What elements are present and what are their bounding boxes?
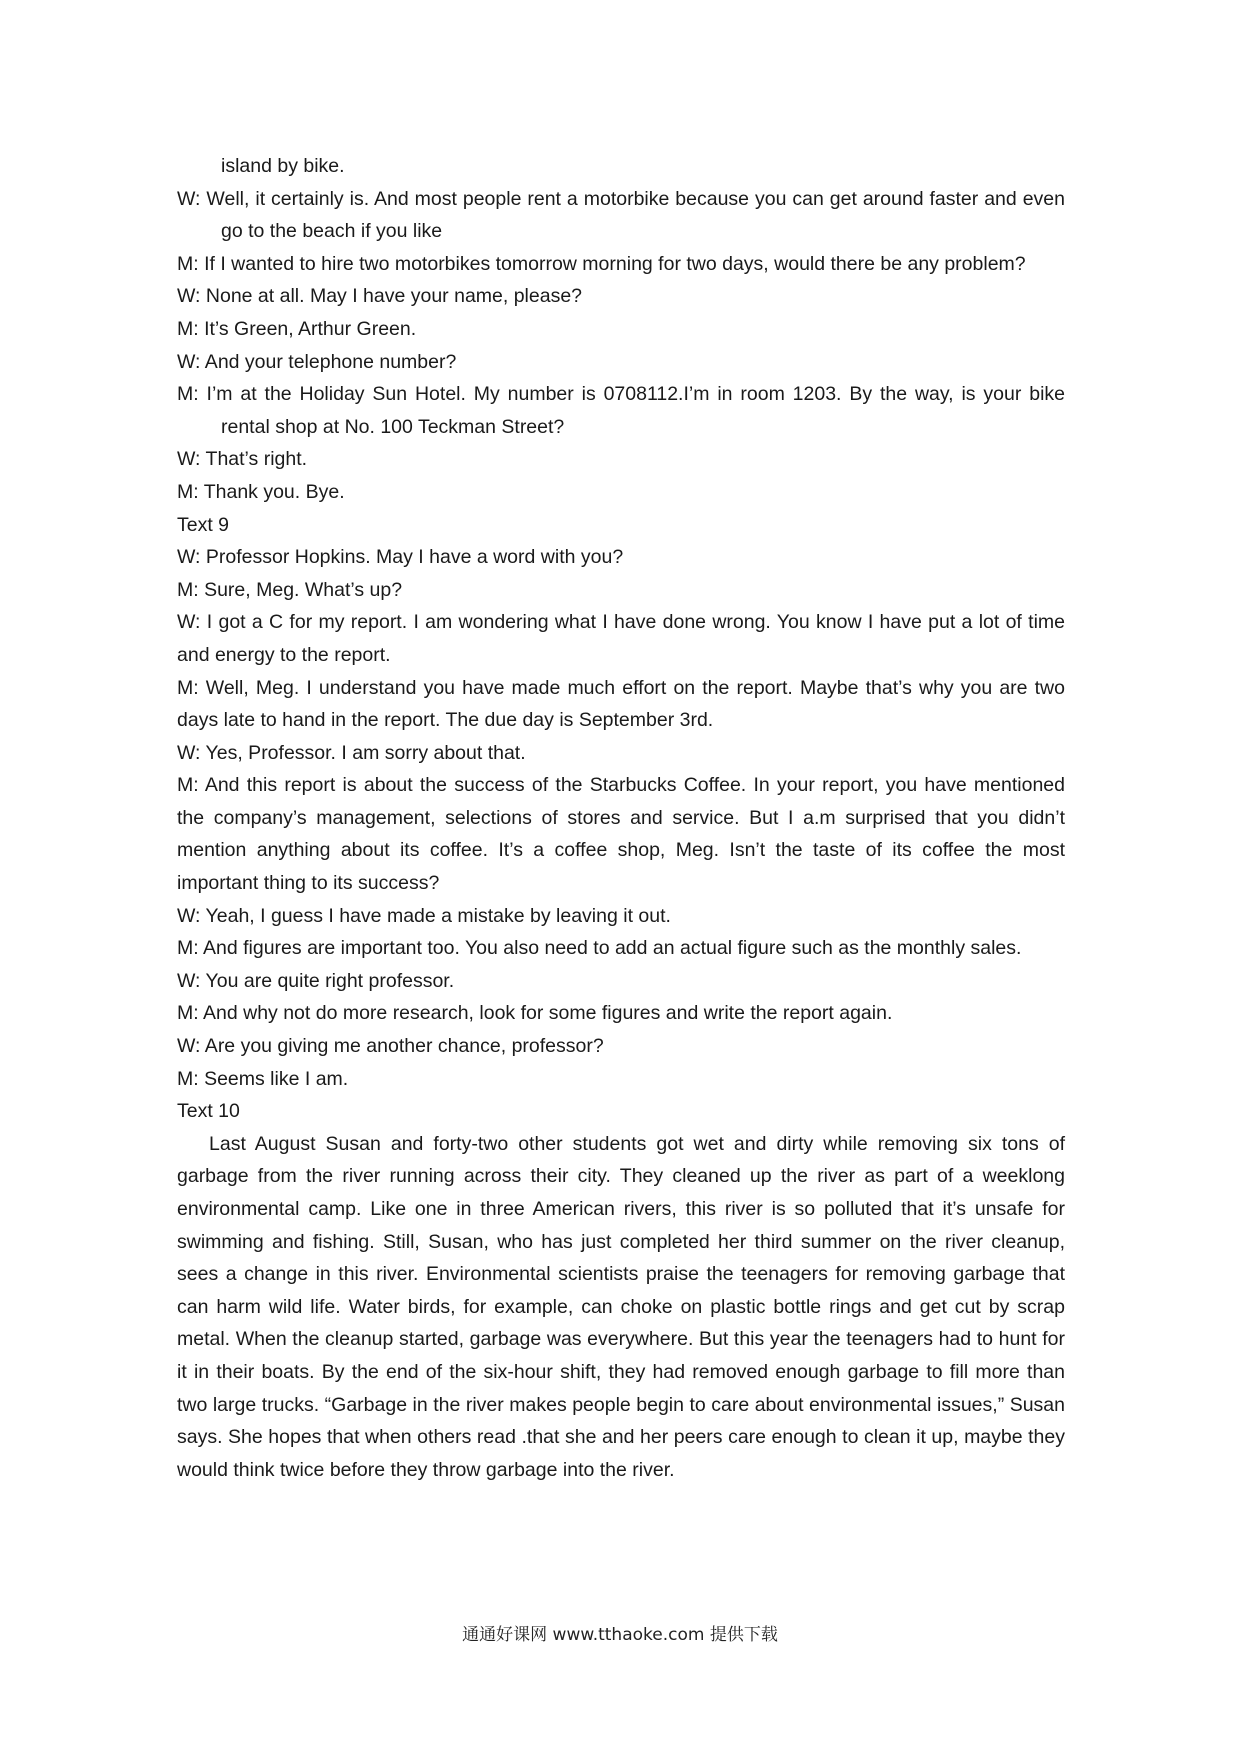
dialog-line: M: Sure, Meg. What’s up? (177, 578, 403, 601)
dialog-line: W: You are quite right professor. (177, 969, 455, 992)
dialog-line: W: That’s right. (177, 448, 308, 471)
section-heading-text9: Text 9 (177, 513, 230, 536)
document-body (177, 150, 1065, 1486)
dialog-line: M: Seems like I am. (177, 1067, 349, 1090)
dialog-line: M: And figures are important too. You also need to add an actual figure such as the monthly sales. (177, 937, 1022, 960)
dialog-line: M: Well, Meg. I understand you have made much effort on the report. Maybe that’s why you are two days late to hand in the report. The due day is September 3rd. (177, 676, 1065, 732)
dialog-line: W: And your telephone number? (177, 350, 457, 373)
dialog-line: W: None at all. May I have your name, please? (177, 285, 583, 308)
page-footer: 通通好课网 www.tthaoke.com 提供下载 (462, 1625, 778, 1645)
dialog-line: M: I’m at the Holiday Sun Hotel. My number is 0708112.I’m in room 1203. By the way, is your bike rental shop at No. 100 Teckman Street? (177, 383, 1065, 438)
dialog-line: M: It’s Green, Arthur Green. (177, 317, 417, 340)
dialog-line: M: If I wanted to hire two motorbikes tomorrow morning for two days, would there be any problem? (177, 252, 1026, 275)
fragment-line: island by bike. (221, 155, 345, 177)
text10-paragraph: Last August Susan and forty-two other students got wet and dirty while removing six tons of garbage from the river running across their city. They cleaned up the river as part of a weeklong environmental camp. Like one in three American rivers, this river is so polluted that it’s unsafe for swimming and fishing. Still, Susan, who has just completed her third summer on the river cleanup, sees a change in this river. Environmental scientists praise the teenagers for removing garbage that can harm wild life. Water birds, for example, can choke on plastic bottle rings and get cut by scrap metal. When the cleanup started, garbage was everywhere. But this year the teenagers had to hunt for it in their boats. By the end of the six-hour shift, they had removed enough garbage to fill more than two large trucks. “Garbage in the river makes people begin to care about environmental issues,” Susan says. She hopes that when others read .that she and her peers care enough to clean it up, maybe they would think twice before they throw garbage into the river. (177, 1132, 1065, 1481)
dialog-line: M: And this report is about the success of the Starbucks Coffee. In your report, you have mentioned the company’s management, selections of stores and service. But I a.m surprised that you didn’t mention anything about its coffee. It’s a coffee shop, Meg. Isn’t the taste of its coffee the most important thing to its success? (177, 774, 1065, 895)
dialog-line: W: Well, it certainly is. And most people rent a motorbike because you can get around faster and even go to the beach if you like (177, 187, 1065, 243)
dialog-line: M: And why not do more research, look for some figures and write the report again. (177, 1002, 893, 1025)
dialog-line: W: Are you giving me another chance, professor? (177, 1035, 604, 1058)
section-heading-text10: Text 10 (177, 1100, 240, 1123)
dialog-line: W: I got a C for my report. I am wondering what I have done wrong. You know I have put a lot of time and energy to the report. (177, 611, 1065, 666)
dialog-line: M: Thank you. Bye. (177, 480, 345, 503)
dialog-line: W: Yes, Professor. I am sorry about that. (177, 741, 526, 764)
dialog-line: W: Yeah, I guess I have made a mistake by leaving it out. (177, 904, 671, 927)
dialog-line: W: Professor Hopkins. May I have a word with you? (177, 546, 624, 569)
